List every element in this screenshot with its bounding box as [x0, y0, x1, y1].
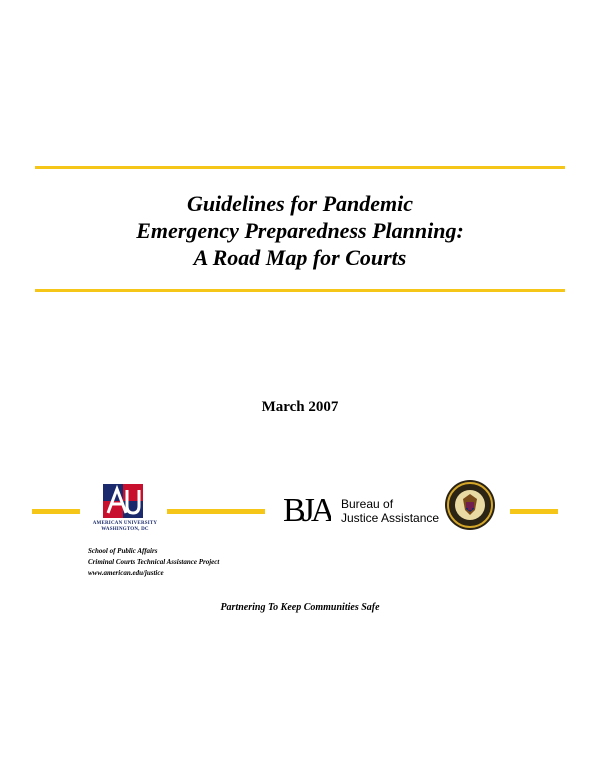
- bja-name: [341, 497, 439, 525]
- bja-logo: [283, 492, 331, 526]
- document-title: [0, 190, 600, 271]
- logo-divider-middle: [167, 509, 265, 514]
- publication-date: March 2007: [261, 399, 339, 415]
- doj-seal: [444, 479, 496, 531]
- top-divider-line: [35, 166, 565, 169]
- title-line-1: Guidelines for Pandemic: [186, 191, 414, 216]
- title-line-3: A Road Map for Courts: [193, 245, 407, 270]
- american-university-logo: [103, 484, 143, 518]
- affiliation-block: [88, 546, 219, 579]
- logo-divider-left: [32, 509, 80, 514]
- school-name: School of Public Affairs: [88, 547, 158, 555]
- american-university-caption: [90, 521, 160, 533]
- au-caption-line-2: WASHINGTON, DC: [101, 527, 149, 532]
- project-name: Criminal Courts Technical Assistance Project: [88, 558, 220, 566]
- au-caption-line-1: AMERICAN UNIVERSITY: [92, 521, 158, 526]
- website-url[interactable]: www.american.edu/justice: [88, 569, 164, 577]
- logo-divider-right: [510, 509, 558, 514]
- tagline: Partnering To Keep Communities Safe: [220, 602, 380, 613]
- bja-name-line-2: Justice Assistance: [341, 511, 440, 525]
- svg-text:BJA: BJA: [283, 492, 331, 526]
- bottom-divider-line: [35, 289, 565, 292]
- title-line-2: Emergency Preparedness Planning:: [136, 218, 464, 243]
- bja-name-line-1: Bureau of: [341, 497, 394, 511]
